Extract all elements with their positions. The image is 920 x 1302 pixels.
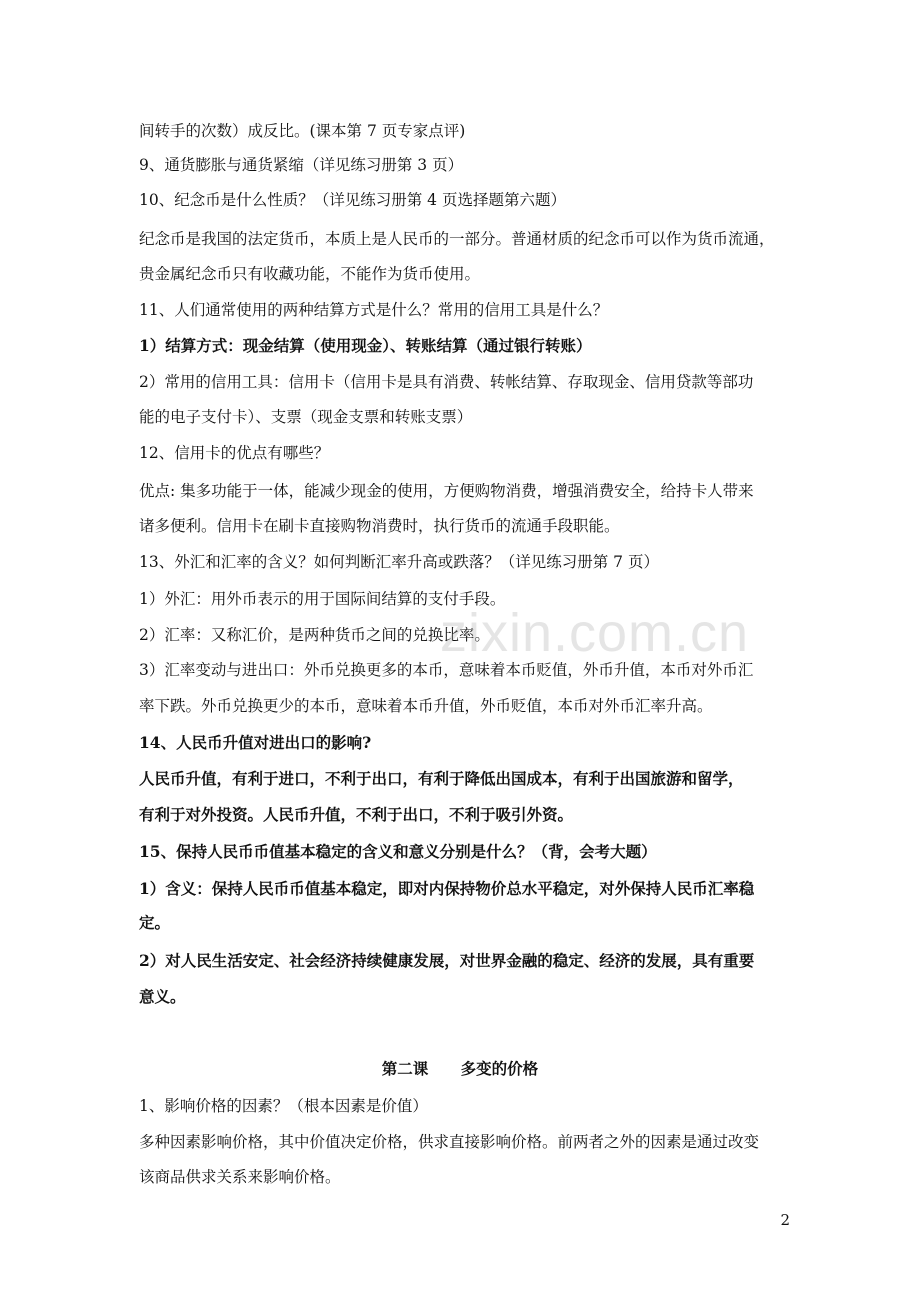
answer-line: 优点: 集多功能于一体，能减少现金的使用，方便购物消费，增强消费安全，给持卡人带来 — [139, 482, 754, 500]
answer-line: 能的电子支付卡）、支票（现金支票和转账支票） — [139, 408, 473, 426]
answer-line: 纪念币是我国的法定货币，本质上是人民币的一部分。普通材质的纪念币可以作为货币流通， — [139, 230, 775, 248]
question-1: 1、影响价格的因素？（根本因素是价值） — [139, 1097, 428, 1115]
answer-line-bold: 2）对人民生活安定、社会经济持续健康发展，对世界金融的稳定、经济的发展，具有重要 — [139, 951, 755, 970]
answer-line: 贵金属纪念币只有收藏功能，不能作为货币使用。 — [139, 265, 481, 283]
question-12: 12、信用卡的优点有哪些？ — [139, 444, 330, 462]
text-line: 间转手的次数）成反比。(课本第 7 页专家点评) — [139, 122, 466, 140]
lesson-heading: 第二课 多变的价格 — [381, 1059, 539, 1078]
answer-line-bold: 1）结算方式：现金结算（使用现金）、转账结算（通过银行转账） — [139, 336, 592, 355]
question-13: 13、外汇和汇率的含义？如何判断汇率升高或跌落？（详见练习册第 7 页） — [139, 553, 659, 571]
answer-line-bold: 人民币升值，有利于进口，不利于出口，有利于降低出国成本，有利于出国旅游和留学， — [139, 769, 744, 788]
answer-line: 2）常用的信用工具：信用卡（信用卡是具有消费、转帐结算、存取现金、信用贷款等部功 — [139, 373, 754, 391]
question-11: 11、人们通常使用的两种结算方式是什么？常用的信用工具是什么？ — [139, 301, 609, 319]
question-10: 10、纪念币是什么性质？（详见练习册第 4 页选择题第六题） — [139, 191, 566, 209]
question-14: 14、人民币升值对进出口的影响? — [139, 733, 372, 752]
page-number: 2 — [780, 1211, 790, 1229]
question-15: 15、保持人民币币值基本稳定的含义和意义分别是什么？（背，会考大题） — [139, 842, 657, 861]
answer-line: 率下跌。外币兑换更少的本币，意味着本币升值，外币贬值，本币对外币汇率升高。 — [139, 697, 713, 715]
answer-line-bold: 1）含义：保持人民币币值基本稳定，即对内保持物价总水平稳定，对外保持人民币汇率稳 — [139, 879, 755, 898]
answer-line: 诸多便利。信用卡在刷卡直接购物消费时，执行货币的流通手段职能。 — [139, 517, 620, 535]
answer-line: 该商品供求关系来影响价格。 — [139, 1168, 341, 1186]
answer-line: 多种因素影响价格，其中价值决定价格，供求直接影响价格。前两者之外的因素是通过改变 — [139, 1133, 760, 1151]
answer-line: 3）汇率变动与进出口：外币兑换更多的本币，意味着本币贬值，外币升值，本币对外币汇 — [139, 661, 754, 679]
answer-line-bold: 有利于对外投资。人民币升值，不利于出口，不利于吸引外资。 — [139, 805, 574, 824]
answer-line-bold: 定。 — [139, 913, 171, 932]
watermark: zixin.com.cn — [440, 603, 750, 663]
answer-line-bold: 意义。 — [139, 987, 186, 1006]
answer-line: 2）汇率：又称汇价，是两种货币之间的兑换比率。 — [139, 626, 490, 644]
answer-line: 1）外汇：用外币表示的用于国际间结算的支付手段。 — [139, 590, 506, 608]
question-9: 9、通货膨胀与通货紧缩（详见练习册第 3 页） — [139, 156, 464, 174]
